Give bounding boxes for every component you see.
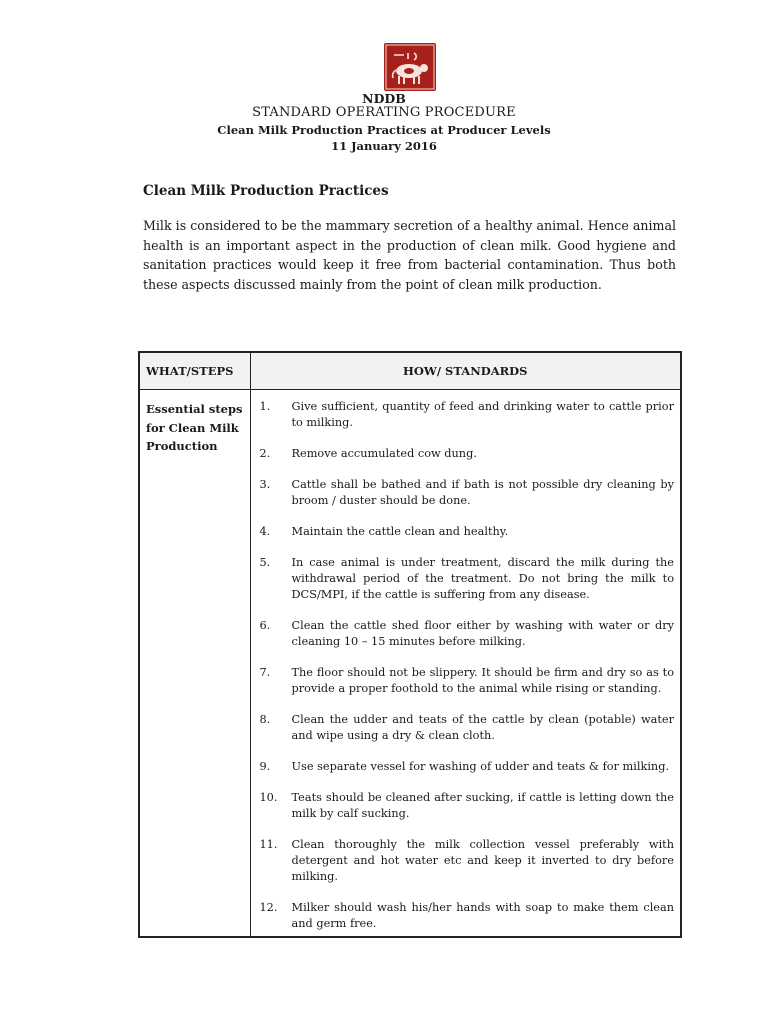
item-number: 6. (259, 619, 271, 632)
item-number: 9. (259, 760, 271, 773)
item-text: Clean thoroughly the milk collection vessel preferably with detergent and hot water etc and keep it inverted to dry before milking. (291, 838, 674, 883)
item-text: Remove accumulated cow dung. (291, 447, 477, 460)
item-number: 5. (259, 556, 271, 569)
list-item (260, 477, 677, 509)
sop-table (138, 351, 682, 938)
standards-list (260, 399, 677, 932)
list-item (260, 446, 677, 462)
table-header-row (139, 352, 681, 390)
item-number: 11. (259, 838, 278, 851)
list-item (260, 555, 677, 603)
column-header-how-standards: HOW/ STANDARDS (250, 352, 681, 390)
item-number: 1. (259, 400, 271, 413)
list-item (260, 712, 677, 744)
standards-cell (250, 390, 681, 938)
item-text: Use separate vessel for washing of udder and teats & for milking. (291, 760, 670, 773)
document-type: STANDARD OPERATING PROCEDURE (252, 105, 516, 120)
item-number: 4. (259, 525, 271, 538)
item-number: 10. (259, 791, 278, 804)
item-text: Give sufficient, quantity of feed and drinking water to cattle prior to milking. (291, 400, 674, 429)
intro-paragraph: Milk is considered to be the mammary secretion of a healthy animal. Hence animal health is an important aspect in the production of clean milk. Good hygiene and sanitation practices would keep it free from bacterial contamination. Thus both these aspects discussed mainly from the point of clean milk production. (143, 218, 676, 292)
column-header-what-steps: WHAT/STEPS (139, 352, 250, 390)
nddb-logo-cow-icon (384, 43, 436, 91)
list-item (260, 790, 677, 822)
list-item (260, 524, 677, 540)
table-row (139, 390, 681, 938)
item-number: 12. (259, 901, 278, 914)
item-number: 8. (259, 713, 271, 726)
item-text: In case animal is under treatment, discard the milk during the withdrawal period of the treatment. Do not bring the milk to DCS/MPI, if the cattle is suffering from any disease. (291, 556, 674, 601)
item-text: Milker should wash his/her hands with soap to make them clean and germ free. (291, 901, 674, 930)
document-subject: Clean Milk Production Practices at Producer Levels (217, 123, 551, 137)
list-item (260, 900, 677, 932)
item-text: Clean the cattle shed floor either by washing with water or dry cleaning 10 – 15 minutes before milking. (291, 619, 674, 648)
item-text: Teats should be cleaned after sucking, if cattle is letting down the milk by calf sucking. (291, 791, 674, 820)
item-number: 7. (259, 666, 271, 679)
org-name: NDDB (362, 91, 406, 106)
item-text: Clean the udder and teats of the cattle by clean (potable) water and wipe using a dry & clean cloth. (291, 713, 674, 742)
list-item (260, 759, 677, 775)
item-text: Maintain the cattle clean and healthy. (291, 525, 509, 538)
list-item (260, 399, 677, 431)
step-label: Essential steps for Clean Milk Production (139, 390, 250, 938)
list-item (260, 665, 677, 697)
item-number: 3. (259, 478, 271, 491)
item-text: Cattle shall be bathed and if bath is not possible dry cleaning by broom / duster should be done. (291, 478, 674, 507)
item-text: The floor should not be slippery. It should be firm and dry so as to provide a proper foothold to the animal while rising or standing. (291, 666, 674, 695)
item-number: 2. (259, 447, 271, 460)
list-item (260, 837, 677, 885)
list-item (260, 618, 677, 650)
section-title: Clean Milk Production Practices (143, 183, 389, 199)
document-date: 11 January 2016 (331, 139, 437, 153)
